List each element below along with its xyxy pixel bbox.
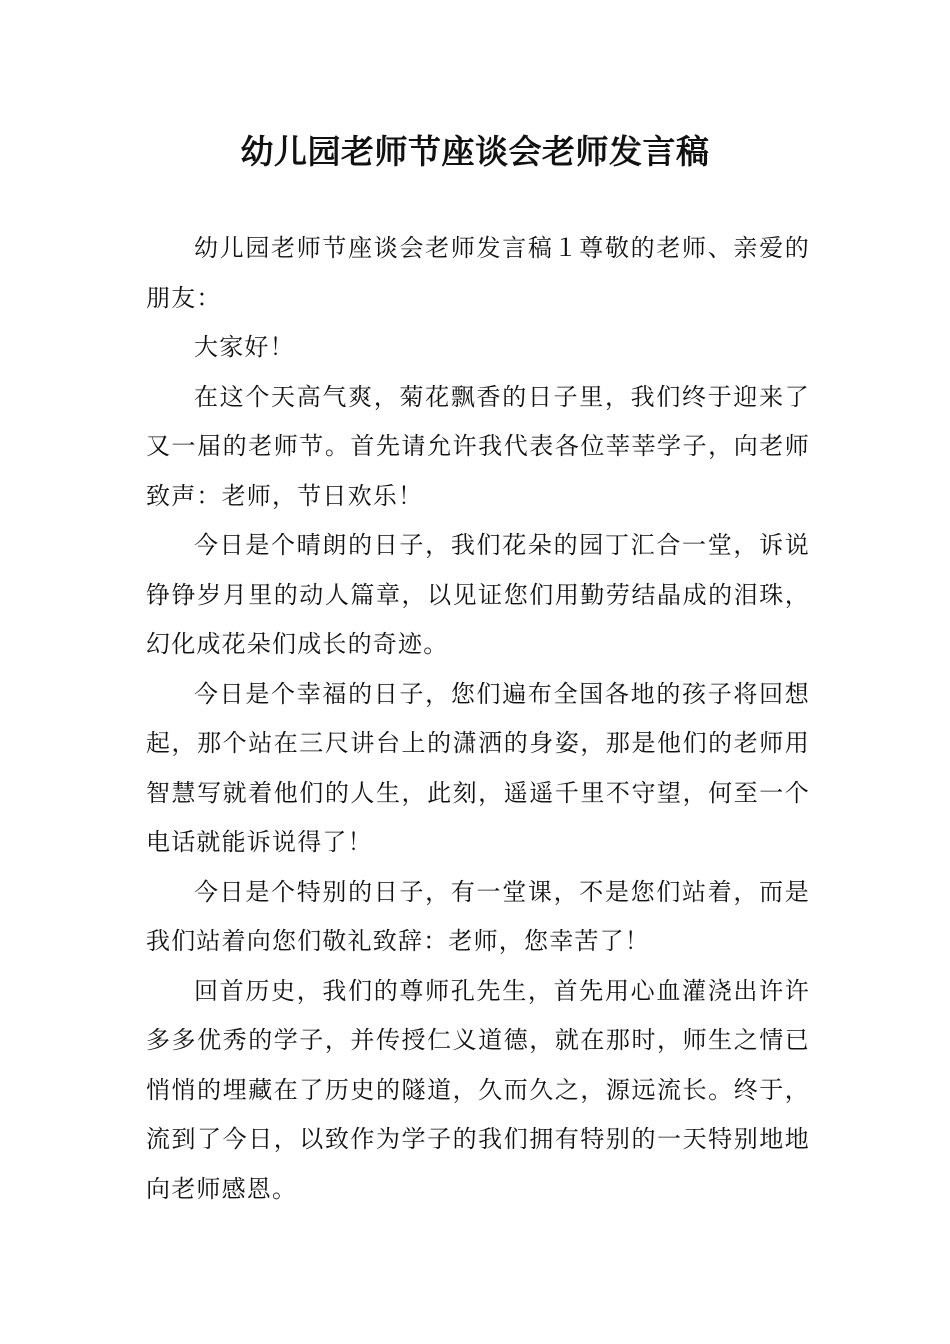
document-body <box>146 224 810 1214</box>
paragraph: 在这个天高气爽，菊花飘香的日子里，我们终于迎来了又一届的老师节。首先请允许我代表各位莘莘学子，向老师致声：老师，节日欢乐！ <box>146 382 810 510</box>
paragraph: 今日是个幸福的日子，您们遍布全国各地的孩子将回想起，那个站在三尺讲台上的潇洒的身姿，那是他们的老师用智慧写就着他们的人生，此刻，遥遥千里不守望，何至一个电话就能诉说得了！ <box>146 679 810 856</box>
paragraph: 大家好！ <box>194 333 295 361</box>
paragraph: 回首历史，我们的尊师孔先生，首先用心血灌浇出许许多多优秀的学子，并传授仁义道德，就在那时，师生之情已悄悄的埋藏在了历史的隧道，久而久之，源远流长。终于，流到了今日，以致作为学子的我们拥有特别的一天特别地地向老师感恩。 <box>146 976 810 1203</box>
document-title: 幼儿园老师节座谈会老师发言稿 <box>240 132 710 171</box>
paragraph: 今日是个特别的日子，有一堂课，不是您们站着，而是我们站着向您们敬礼致辞：老师，您幸苦了！ <box>146 877 810 955</box>
paragraph: 幼儿园老师节座谈会老师发言稿１尊敬的老师、亲爱的朋友： <box>146 234 810 312</box>
paragraph: 今日是个晴朗的日子，我们花朵的园丁汇合一堂，诉说铮铮岁月里的动人篇章，以见证您们用勤劳结晶成的泪珠，幻化成花朵们成长的奇迹。 <box>146 531 810 658</box>
